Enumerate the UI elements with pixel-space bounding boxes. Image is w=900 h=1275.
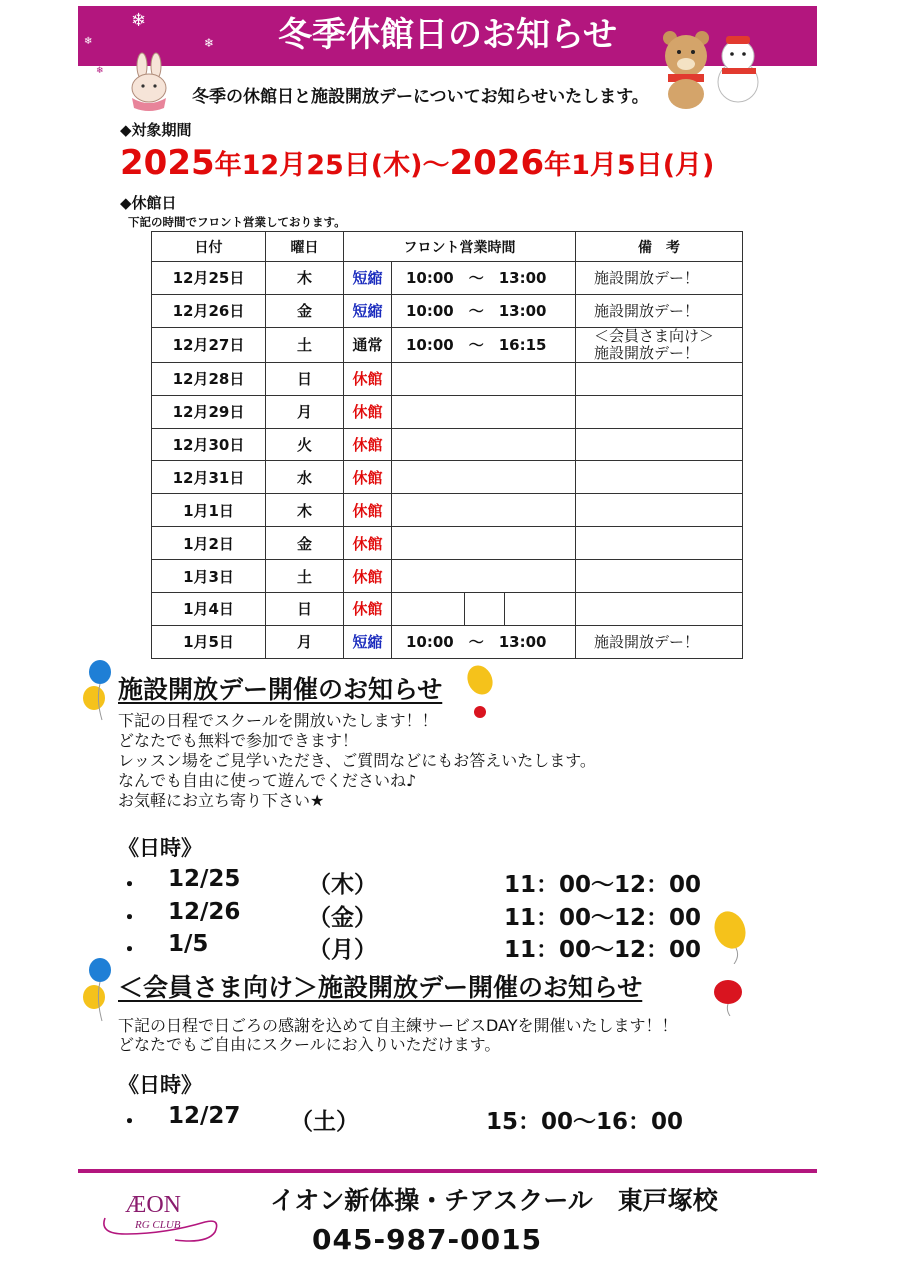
remarks-cell: 施設開放デー！: [576, 625, 743, 658]
member-day-datetime-label: 《日時》: [118, 1073, 202, 1097]
hours-cell: [392, 494, 576, 527]
remark-line: ＜会員さま向け＞: [594, 326, 715, 345]
table-row: [152, 494, 743, 527]
header-date: 日付: [152, 232, 266, 262]
date: 1/5: [168, 931, 209, 957]
rabbit-illustration: [120, 52, 180, 114]
table-row: [152, 527, 743, 560]
snowflake-icon: ❄: [84, 36, 93, 47]
table-row: [152, 395, 743, 428]
date-cell: 1月5日: [152, 625, 266, 658]
weekday-cell: 水: [266, 461, 344, 494]
date-cell: 12月27日: [152, 327, 266, 362]
front-hours-note: 下記の時間でフロント営業しております。: [128, 215, 346, 229]
snowflake-icon: ❄: [131, 10, 147, 31]
logo-sub-text: RG CLUB: [135, 1219, 181, 1231]
table-row: [152, 560, 743, 593]
bear-snowman-illustration: [656, 24, 766, 112]
status-cell: 休館: [344, 593, 392, 626]
status-cell: 休館: [344, 527, 392, 560]
date: 12/26: [168, 899, 241, 925]
date-cell: 1月2日: [152, 527, 266, 560]
bullet: ・: [118, 905, 141, 931]
date-cell: 1月3日: [152, 560, 266, 593]
status-cell: 短縮: [344, 262, 392, 295]
status-cell: 休館: [344, 560, 392, 593]
table-row: [152, 461, 743, 494]
intro-text: 冬季の休館日と施設開放デーについてお知らせいたします。: [192, 87, 649, 107]
time: 11：00～12：00: [504, 937, 702, 963]
schedule-table: [151, 231, 743, 659]
remarks-cell: 施設開放デー！: [576, 294, 743, 327]
balloon-icon: [708, 976, 748, 1016]
open-day-title: 施設開放デー開催のお知らせ: [118, 675, 443, 704]
bullet: ・: [118, 1109, 141, 1135]
table-row: [152, 428, 743, 461]
date-cell: 1月4日: [152, 593, 266, 626]
member-day-description: [118, 1016, 678, 1054]
school-name: イオン新体操・チアスクール 東戸塚校: [270, 1186, 718, 1215]
member-day-title: ＜会員さま向け＞施設開放デー開催のお知らせ: [118, 973, 643, 1002]
remarks-cell: [576, 494, 743, 527]
hours-cell: [505, 593, 576, 626]
remarks-cell: [576, 461, 743, 494]
page-title: 冬季休館日のお知らせ: [278, 15, 617, 55]
remark-line: 施設開放デー！: [594, 343, 700, 362]
table-row: [152, 327, 743, 362]
snowflake-icon: ❄: [96, 66, 104, 76]
date-cell: 12月29日: [152, 395, 266, 428]
logo-main-text: ÆON: [125, 1192, 182, 1218]
hours-cell: [392, 395, 576, 428]
header-hours: フロント営業時間: [344, 232, 576, 262]
status-cell: 休館: [344, 494, 392, 527]
open-day-line: なんでも自由に使って遊んでくださいね♪: [118, 771, 417, 790]
remarks-cell: [576, 327, 743, 362]
date-cell: 12月28日: [152, 362, 266, 395]
balloons-icon: [80, 660, 116, 722]
balloons-icon: [80, 957, 116, 1023]
period-range: 2025年12月25日(木)～2026年1月5日(月): [120, 143, 715, 183]
hours-cell: 10:00 ～ 13:00: [392, 294, 576, 327]
bullet: ・: [118, 937, 141, 963]
weekday-cell: 月: [266, 625, 344, 658]
weekday-cell: 月: [266, 395, 344, 428]
weekday-cell: 金: [266, 294, 344, 327]
header-remarks: 備 考: [576, 232, 743, 262]
open-day-line: 下記の日程でスクールを開放いたします！！: [118, 711, 438, 730]
hours-cell: [392, 560, 576, 593]
closed-label: ◆休館日: [120, 194, 177, 212]
weekday-cell: 日: [266, 362, 344, 395]
phone-number: 045-987-0015: [312, 1223, 543, 1256]
footer-divider: [78, 1169, 817, 1173]
remarks-cell: [576, 593, 743, 626]
open-day-line: お気軽にお立ち寄り下さい★: [118, 791, 325, 810]
hours-cell: 10:00 ～ 13:00: [392, 625, 576, 658]
weekday-cell: 土: [266, 327, 344, 362]
remarks-cell: [576, 560, 743, 593]
status-cell: 通常: [344, 327, 392, 362]
remarks-cell: [576, 362, 743, 395]
bullet: ・: [118, 872, 141, 898]
time: 11：00～12：00: [504, 905, 702, 931]
remarks-cell: [576, 395, 743, 428]
member-day-line: どなたでもご自由にスクールにお入りいただけます。: [118, 1035, 501, 1054]
table-row: [152, 625, 743, 658]
date: 12/27: [168, 1103, 241, 1129]
table-row: [152, 294, 743, 327]
status-cell: 休館: [344, 362, 392, 395]
open-day-line: どなたでも無料で参加できます！: [118, 731, 359, 750]
time: 11：00～12：00: [504, 872, 702, 898]
period-label: ◆対象期間: [120, 121, 192, 139]
status-cell: 短縮: [344, 625, 392, 658]
table-row: [152, 262, 743, 295]
remarks-cell: [576, 428, 743, 461]
hours-cell: [392, 362, 576, 395]
hours-cell: [392, 428, 576, 461]
status-cell: 短縮: [344, 294, 392, 327]
hours-cell: [465, 593, 505, 626]
date-cell: 12月30日: [152, 428, 266, 461]
hours-cell: 10:00 ～ 13:00: [392, 262, 576, 295]
open-day-datetime-label: 《日時》: [118, 836, 202, 860]
weekday: （木）: [308, 872, 377, 898]
status-cell: 休館: [344, 395, 392, 428]
date-cell: 12月31日: [152, 461, 266, 494]
weekday-cell: 日: [266, 593, 344, 626]
date-cell: 12月25日: [152, 262, 266, 295]
header-day: 曜日: [266, 232, 344, 262]
hours-cell: [392, 593, 465, 626]
date-cell: 1月1日: [152, 494, 266, 527]
weekday: （月）: [308, 937, 377, 963]
open-day-line: レッスン場をご見学いただき、ご質問などにもお答えいたします。: [118, 751, 596, 770]
remarks-cell: [576, 527, 743, 560]
status-cell: 休館: [344, 461, 392, 494]
weekday-cell: 木: [266, 494, 344, 527]
hours-cell: 10:00 ～ 16:15: [392, 327, 576, 362]
table-row: [152, 593, 743, 626]
weekday-cell: 金: [266, 527, 344, 560]
weekday-cell: 火: [266, 428, 344, 461]
member-day-line: 下記の日程で日ごろの感謝を込めて自主練サービスDAYを開催いたします！！: [118, 1016, 678, 1035]
date: 12/25: [168, 866, 241, 892]
weekday-cell: 木: [266, 262, 344, 295]
weekday: （金）: [308, 905, 377, 931]
open-day-description: [118, 711, 596, 811]
snowflake-icon: ❄: [204, 36, 215, 50]
status-cell: 休館: [344, 428, 392, 461]
remarks-cell: 施設開放デー！: [576, 262, 743, 295]
hours-cell: [392, 527, 576, 560]
weekday: （土）: [290, 1109, 359, 1135]
table-row: [152, 362, 743, 395]
table-header-row: [152, 232, 743, 262]
date-cell: 12月26日: [152, 294, 266, 327]
balloon-icon: [706, 908, 752, 964]
aeon-rg-club-logo: [95, 1188, 235, 1248]
time: 15：00～16：00: [486, 1109, 684, 1135]
weekday-cell: 土: [266, 560, 344, 593]
hours-cell: [392, 461, 576, 494]
